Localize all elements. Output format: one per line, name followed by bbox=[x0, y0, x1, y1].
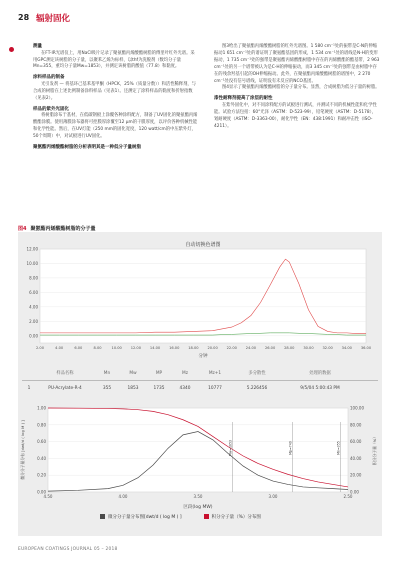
chromatogram-xtick: 6.00 bbox=[74, 346, 83, 350]
table-cell: 355 bbox=[102, 385, 112, 391]
mw-xtick: 4.00 bbox=[118, 494, 128, 499]
table-header-cell: MP bbox=[155, 370, 163, 376]
table-cell: 9/5/04 5:00:43 PM bbox=[300, 385, 340, 391]
mw-peak-marker-label: Mw=1853 bbox=[228, 439, 233, 457]
mw-ylabel-right: 积分分子量（%） bbox=[372, 434, 377, 466]
mw-y2tick: 0.00 bbox=[350, 489, 359, 495]
heading-uv-curing: 样品的紫外光固化 bbox=[33, 106, 69, 112]
legend-swatch-differential bbox=[100, 514, 105, 519]
figure-caption bbox=[18, 225, 96, 232]
mw-y2tick: 60.00 bbox=[350, 439, 362, 445]
mw-ytick: 0.40 bbox=[37, 455, 46, 461]
chromatogram-xtick: 16.00 bbox=[169, 346, 180, 350]
chromatogram-xtick: 2.00 bbox=[35, 346, 45, 350]
chromatogram-plot-area bbox=[40, 249, 366, 343]
right-column bbox=[214, 44, 380, 131]
para-uv-curing: 将树脂涂布于基材，在低碳钢板上涂覆各种涂料配方，制备了UV固化的聚氨酯丙烯酸酯涂膜。使用薄膜涂布器将可控膜厚涂覆至12 μm的干膜厚度，以评价各种机械性能和化学性能。然后，在UV灯能（250 mm的固化宽度，120 watt/cm的中压紫外灯，50个周期）中，对试板进行UV固化。 bbox=[33, 113, 198, 139]
table-header-cell: 多分散性 bbox=[248, 371, 266, 376]
chromatogram-ytick: 0.00 bbox=[29, 333, 38, 339]
para-mw-distribution: 图4显示了聚氨酯丙烯酸酯树脂的分子量分布。显然，合成树脂为低分子量的树脂。 bbox=[222, 85, 380, 91]
chromatogram-ytick: 10.00 bbox=[26, 260, 38, 266]
chromatogram-xtick: 22.00 bbox=[226, 346, 237, 350]
footer-journal: EUROPEAN COATINGS JOURNAL 05 – 2018 bbox=[18, 547, 118, 552]
legend-item-integral bbox=[204, 514, 261, 520]
table-header-cell: Mz bbox=[182, 370, 188, 376]
table-cell: 1853 bbox=[127, 385, 139, 391]
figure-caption-text: 聚氨酯丙烯酸酯树脂的分子量 bbox=[30, 226, 96, 232]
heading-resistance: 漆性耐释剂提高了涂层的耐性 bbox=[214, 96, 273, 102]
para-tests: 在紫外固化中，对不同涂料配方的试板进行测试，并测试不同的机械性能和化学性能。试验方法包括：60°光泽（ASTM：D-523-99），铅笔硬度（ASTM：D-5178），划耐硬度（ASTM：D-3363-00），耐化学性（EN：438:1991）和耐冲击性（ISO-4211）。 bbox=[214, 102, 377, 129]
chromatogram-xtick: 20.00 bbox=[207, 346, 218, 350]
mw-ytick: 0.60 bbox=[37, 439, 46, 445]
chromatogram-xtick: 28.00 bbox=[284, 346, 295, 350]
chromatogram-xlabel: 分钟 bbox=[198, 354, 208, 359]
mw-ytick: 0.80 bbox=[37, 422, 46, 428]
para-ir-spectrum: 图3给出了聚氨酯丙烯酸酯树脂的红外光谱图。1 580 cm⁻¹处的振带是C-N的伸缩振动1 651 cm⁻¹处的谱证明了聚氨酯基团的形成，1 534 cm⁻¹处的谱线是N-H的变形振动，1 735 cm⁻¹处的强带是聚氨酯丙烯酸酯树脂中存在的丙烯酸酯的酯基带，2 963 cm⁻¹处的另一个谱带被认为是C-H的伸缩振动，而3 345 cm⁻¹处的强带是由树脂中存在的残余羟基引起的OH伸缩振动。此外，在聚氨酯丙烯酸酯树脂的谱图中，2 270 cm⁻¹处没有信号谱线，证明没有未反应的NCO基团。 bbox=[214, 44, 380, 84]
table-header-cell: Mn bbox=[103, 370, 111, 376]
chromatogram-xtick: 30.00 bbox=[303, 346, 314, 350]
mw-peak-marker-label: Mp=740 bbox=[288, 441, 293, 455]
chromatogram-xtick: 4.00 bbox=[55, 346, 64, 350]
table-row bbox=[22, 381, 378, 395]
table-cell: 4340 bbox=[179, 385, 191, 391]
chromatogram-xtick: 32.00 bbox=[322, 346, 333, 350]
chromatogram-xtick: 26.00 bbox=[264, 346, 276, 350]
legend-label-integral: 积分分子量（%）分布图 bbox=[211, 515, 261, 520]
page-number: 28 bbox=[18, 13, 30, 22]
chromatogram-xtick: 14.00 bbox=[149, 346, 161, 350]
chromatogram-ytick: 6.00 bbox=[29, 289, 38, 295]
table-header-cell: Mz+1 bbox=[208, 370, 222, 376]
chromatogram-xtick: 12.00 bbox=[130, 346, 142, 350]
chromatogram-xtick: 24.00 bbox=[245, 346, 257, 350]
chromatogram-ytick: 12.00 bbox=[26, 246, 38, 252]
chromatogram-chart bbox=[18, 236, 382, 364]
para-measurement: 在FT-IR光谱仪上，用NaCl吸片记录了聚氨酯丙烯酸酯树脂的傅里叶红外光谱。采用GPC测定该树脂的分子量，以聚苯乙烯为标样，以thf为洗脱剂（数均分子量Mn=355，重均分子量Mw=1853），并测定该树脂的酸值（77.8）和黏度。 bbox=[33, 50, 195, 70]
table-header-row bbox=[22, 366, 378, 381]
para-sample-prep: 光引发剂 — 将基环己基苯基甲酮（HPCK，25%（质量分数））和活性稀释剂，与合成的树脂在上述比例制备涂料样品（见表1）。还测定了涂料样品的黏度和折射指数（见表2）。 bbox=[33, 81, 196, 101]
left-column bbox=[33, 44, 198, 151]
table-cell: 10777 bbox=[208, 385, 222, 391]
heading-sample-prep: 涂料样品的制备 bbox=[33, 75, 65, 81]
table-cell: 1 bbox=[27, 385, 31, 391]
section-bullet-icon bbox=[9, 47, 14, 52]
mw-y2tick: 40.00 bbox=[350, 455, 362, 461]
results-table bbox=[22, 366, 378, 395]
table-cell: PU-Acrylate-R-4 bbox=[48, 385, 82, 391]
mw-plot-area bbox=[48, 408, 348, 492]
chromatogram-ytick: 2.00 bbox=[29, 318, 38, 324]
section-title: 辐射固化 bbox=[36, 14, 71, 24]
table-header-cell: 处理的数据 bbox=[309, 371, 331, 376]
table-cell: 5.226456 bbox=[246, 385, 268, 391]
figure-label: 图4 bbox=[18, 226, 27, 232]
mw-ytick: 0.20 bbox=[37, 472, 46, 478]
legend-item-differential bbox=[100, 514, 182, 520]
mw-ytick: 1.00 bbox=[37, 405, 46, 411]
table-cell: 1735 bbox=[153, 385, 165, 391]
mw-xtick: 4.50 bbox=[43, 494, 53, 499]
mw-xtick: 3.50 bbox=[193, 494, 203, 499]
mw-ylabel-left: 微分分子量分布 [dwt/d ( log M ) ] bbox=[20, 420, 25, 480]
table-header-cell: 样品名称 bbox=[56, 371, 74, 376]
mw-distribution-chart bbox=[18, 400, 382, 512]
chromatogram-ytick: 8.00 bbox=[29, 275, 38, 281]
mw-y2tick: 20.00 bbox=[350, 472, 362, 478]
chromatogram-ytick: 4.00 bbox=[29, 304, 38, 310]
mw-y2tick: 80.00 bbox=[350, 422, 362, 428]
chromatogram-title: 自动切换色谱图 bbox=[185, 242, 221, 248]
mw-xlabel: 区段(log MW) bbox=[183, 505, 213, 510]
mw-peak-marker-label: Mn=355 bbox=[336, 441, 341, 455]
table-header-cell: Mw bbox=[129, 370, 137, 376]
chromatogram-xtick: 10.00 bbox=[111, 346, 122, 350]
heading-measurement: 测量 bbox=[33, 44, 42, 49]
mw-xtick: 3.00 bbox=[268, 494, 278, 499]
chromatogram-xtick: 8.00 bbox=[93, 346, 102, 350]
mw-legend bbox=[100, 514, 261, 520]
heading-analysis: 聚氨酯丙烯酸酯树脂的分析表明其是一种低分子量树脂 bbox=[33, 144, 141, 150]
chromatogram-xtick: 34.00 bbox=[341, 346, 352, 350]
chromatogram-xtick: 36.00 bbox=[360, 346, 372, 350]
chromatogram-xtick: 18.00 bbox=[188, 346, 199, 350]
legend-label-differential: 微分分子量分布图[dwt/d ( log M ) ] bbox=[108, 515, 182, 520]
mw-xtick: 2.50 bbox=[343, 494, 353, 499]
legend-swatch-integral bbox=[204, 514, 209, 519]
mw-ytick: 0.00 bbox=[37, 489, 46, 495]
mw-y2tick: 100.00 bbox=[350, 405, 364, 411]
